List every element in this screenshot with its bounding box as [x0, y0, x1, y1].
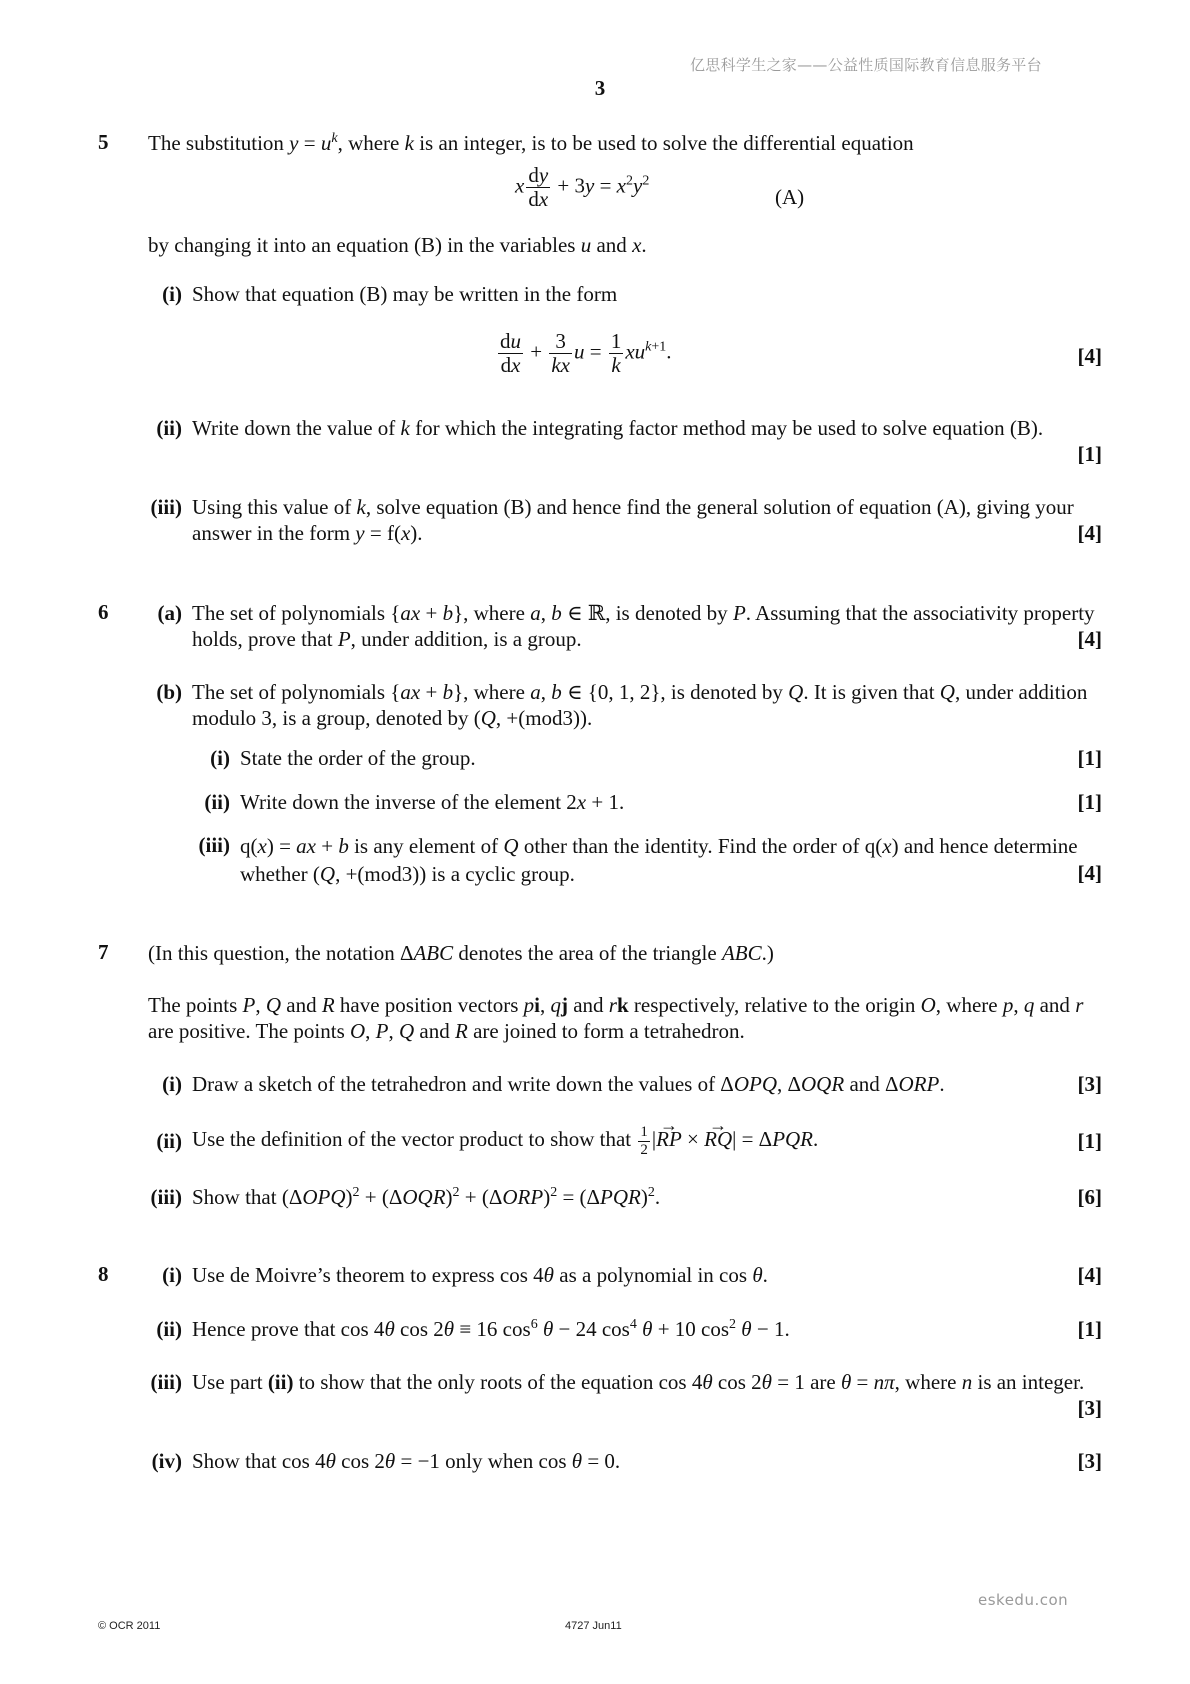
- question-5-intro: The substitution $y = u^k$, where k is an integer, is to be used to solve the differential equation: [148, 131, 914, 155]
- q8-part-i-label: (i): [162, 1263, 182, 1287]
- equation-b: $\frac{du}{dx}$ + $\frac{3}{kx}$ u = $\frac{1}{k}$ $xu^{k+1}$.: [500, 329, 672, 378]
- footer-copyright: © OCR 2011: [98, 1620, 161, 1632]
- page-number: 3: [594, 76, 606, 100]
- site-watermark: eskedu.con: [978, 1591, 1069, 1609]
- question-5-number: 5: [98, 130, 109, 154]
- q6-part-a-label: (a): [157, 601, 182, 625]
- q8-part-ii-label: (ii): [156, 1317, 182, 1341]
- q8-part-i-text: Use de Moivre’s theorem to express cos 4θ as a polynomial in cos θ.: [192, 1263, 768, 1287]
- q5-part-i-text: Show that equation (B) may be written in the form: [192, 282, 618, 306]
- q8-part-iii-label: (iii): [150, 1370, 182, 1394]
- question-5-intro-cont: by changing it into an equation (B) in the variables u and x.: [148, 233, 647, 257]
- q8-part-i-marks: [4]: [1077, 1263, 1102, 1287]
- q8-part-iv-marks: [3]: [1077, 1449, 1102, 1473]
- q5-part-iii-label: (iii): [150, 495, 182, 519]
- question-7-intro: The points P, Q and R have position vectors pi, qj and rk respectively, relative to the origin O, where p, q and r are positive. The points O, P, Q and R are joined to form a tetrahedron.: [148, 993, 1084, 1043]
- q7-part-iii-label: (iii): [150, 1185, 182, 1209]
- q6-part-a-marks: [4]: [1077, 627, 1102, 651]
- question-6-number: 6: [98, 600, 109, 624]
- q8-part-ii-marks: [1]: [1077, 1317, 1102, 1341]
- question-8-number: 8: [98, 1262, 109, 1286]
- q6-part-a-text: The set of polynomials {ax + b}, where a, b ∈ ℝ, is denoted by P. Assuming that the associativity property holds, prove that P, under addition, is a group.: [192, 601, 1095, 651]
- q6-part-b-i-text: State the order of the group.: [240, 746, 476, 770]
- q5-part-ii-marks: [1]: [1077, 442, 1102, 466]
- q6-part-b-text: The set of polynomials {ax + b}, where a, b ∈ {0, 1, 2}, is denoted by Q. It is given that Q, under addition modulo 3, is a group, denoted by (Q, +(mod3)).: [192, 680, 1088, 730]
- q8-part-iv-text: Show that cos 4θ cos 2θ = −1 only when cos θ = 0.: [192, 1449, 621, 1473]
- q8-part-iii-text: Use part (ii) to show that the only roots of the equation cos 4θ cos 2θ = 1 are θ = nπ, where n is an integer.: [192, 1370, 1085, 1394]
- q6-part-b-ii-text: Write down the inverse of the element 2x + 1.: [240, 790, 625, 814]
- q7-part-ii-marks: [1]: [1077, 1129, 1102, 1153]
- q6-part-b-ii-marks: [1]: [1077, 790, 1102, 814]
- question-7-number: 7: [98, 940, 109, 964]
- q6-part-b-i-label: (i): [210, 746, 230, 770]
- q5-part-i-label: (i): [162, 282, 182, 306]
- watermark-text: 亿思科学生之家——公益性质国际教育信息服务平台: [690, 56, 1042, 74]
- q7-part-ii-label: (ii): [156, 1129, 182, 1153]
- equation-a-tag: (A): [775, 185, 805, 209]
- q5-part-ii-label: (ii): [156, 416, 182, 440]
- footer-paper-code: 4727 Jun11: [565, 1620, 622, 1632]
- q6-part-b-i-marks: [1]: [1077, 746, 1102, 770]
- q7-part-ii-text: Use the definition of the vector product to show that $\frac{1}{2}$ |→ RP × → RQ| = ΔPQR.: [192, 1124, 1052, 1158]
- q5-part-iii-marks: [4]: [1077, 521, 1102, 545]
- q6-part-b-iii-label: (iii): [198, 833, 230, 857]
- q8-part-iii-marks: [3]: [1077, 1396, 1102, 1420]
- q5-part-ii-text: Write down the value of k for which the integrating factor method may be used to solve equation (B).: [192, 416, 1044, 440]
- q6-part-b-iii-marks: [4]: [1077, 861, 1102, 885]
- equation-a: x $\frac{dy}{dx}$ + $3y = x^2y^2$: [515, 163, 650, 212]
- q5-part-iii-text: Using this value of k, solve equation (B) and hence find the general solution of equation (A), giving your answer in the form y = f(x).: [192, 495, 1074, 545]
- q7-part-iii-text: Show that $(\Delta OPQ)^2 + (\Delta OQR)^2 + (\Delta ORP)^2 = (\Delta PQR)^2$.: [192, 1185, 661, 1209]
- q8-part-ii-text: Hence prove that cos 4θ cos 2θ ≡ 16 $\cos^6 \theta - 24$ $\cos^4 \theta + 10$ $\cos^2 \theta - 1$.: [192, 1317, 790, 1341]
- q7-part-i-label: (i): [162, 1072, 182, 1096]
- q7-part-i-marks: [3]: [1077, 1072, 1102, 1096]
- question-7-note: (In this question, the notation ΔABC denotes the area of the triangle ABC.): [148, 941, 774, 965]
- q6-part-b-iii-text: q(x) = ax + b is any element of Q other than the identity. Find the order of q(x) and hence determine whether (Q, +(mod3)) is a cyclic group.: [240, 834, 1078, 886]
- q6-part-b-label: (b): [156, 680, 182, 704]
- q5-part-i-marks: [4]: [1077, 344, 1102, 368]
- q6-part-b-ii-label: (ii): [204, 790, 230, 814]
- q7-part-iii-marks: [6]: [1077, 1185, 1102, 1209]
- q8-part-iv-label: (iv): [151, 1449, 182, 1473]
- q7-part-i-text: Draw a sketch of the tetrahedron and write down the values of ΔOPQ, ΔOQR and ΔORP.: [192, 1072, 945, 1096]
